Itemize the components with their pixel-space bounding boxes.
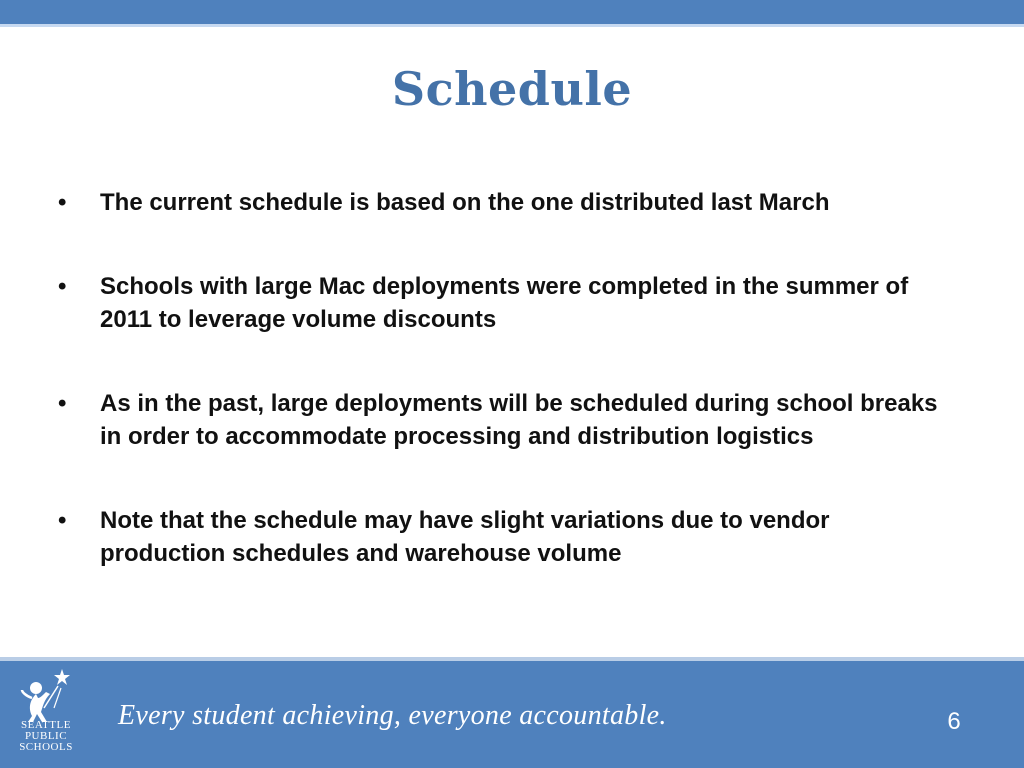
- bullet-item: [58, 186, 938, 219]
- logo-text-line: SCHOOLS: [19, 741, 73, 753]
- top-banner: [0, 0, 1024, 24]
- top-banner-accent-line: [0, 24, 1024, 27]
- bullet-marker: •: [58, 390, 67, 417]
- bullet-text: Note that the schedule may have slight variations due to vendor production schedules and warehouse volume: [100, 507, 830, 567]
- logo-text-line: SEATTLE: [21, 719, 71, 731]
- bullet-marker: •: [58, 189, 67, 216]
- footer-tagline: Every student achieving, everyone accountable.: [118, 700, 667, 731]
- page-number: 6: [947, 708, 961, 735]
- bullet-marker: •: [58, 273, 67, 300]
- bullet-item: [58, 504, 938, 570]
- bullet-text: As in the past, large deployments will be scheduled during school breaks in order to accommodate processing and distribution logistics: [100, 390, 938, 450]
- bullet-text: The current schedule is based on the one distributed last March: [100, 189, 830, 216]
- bullet-item: [58, 270, 938, 336]
- bullet-marker: •: [58, 507, 67, 534]
- bullet-list: [58, 186, 938, 570]
- slide-title: Schedule: [391, 62, 633, 116]
- logo-text-line: PUBLIC: [24, 730, 68, 742]
- bullet-text: Schools with large Mac deployments were completed in the summer of 2011 to leverage volume discounts: [100, 273, 909, 333]
- bullet-item: [58, 387, 938, 453]
